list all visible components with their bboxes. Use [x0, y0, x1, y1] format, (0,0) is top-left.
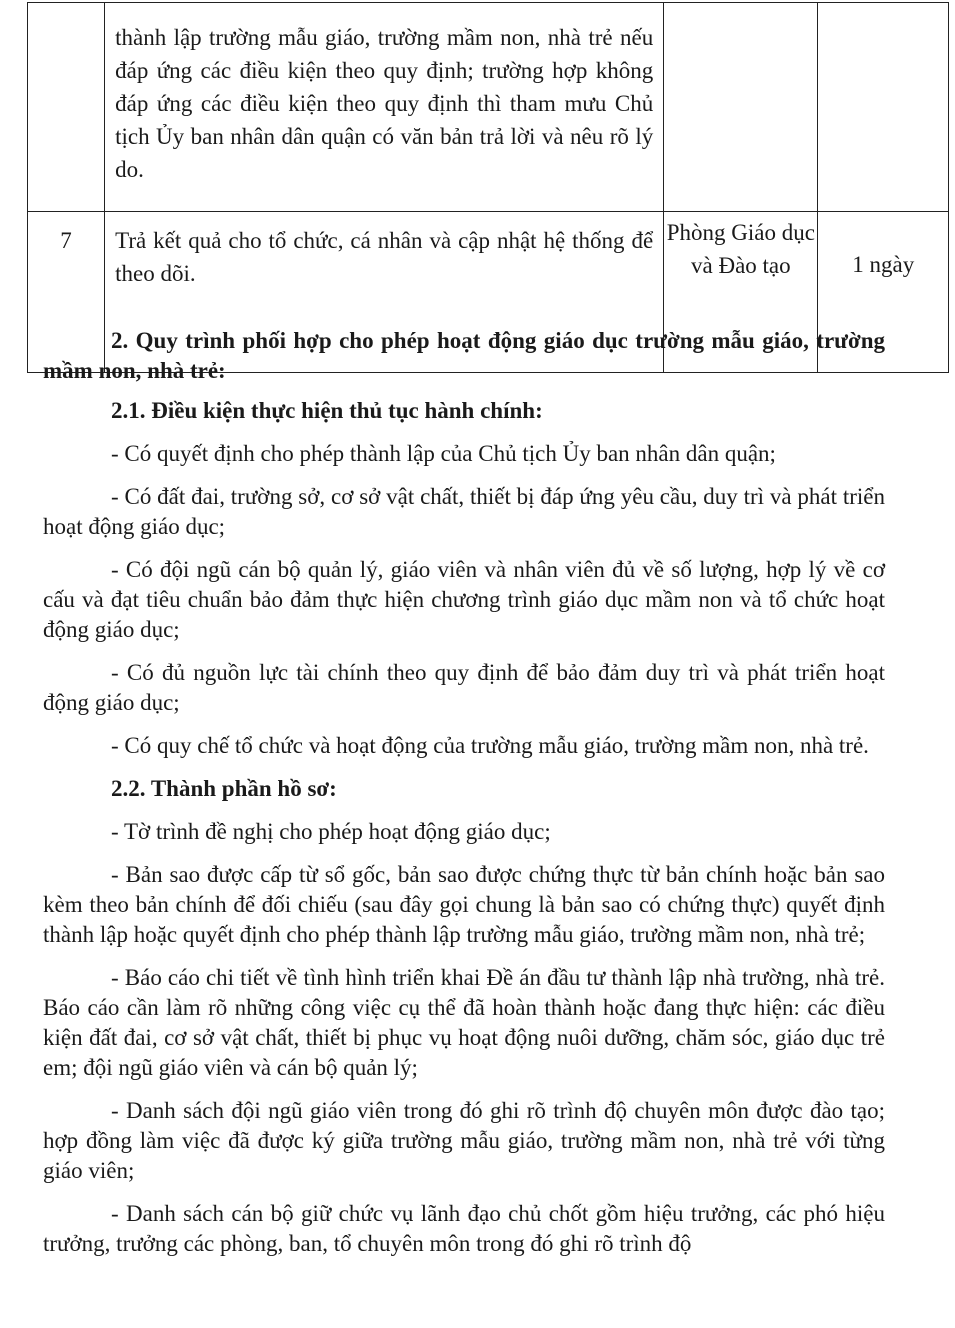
condition-item: - Có đất đai, trường sở, cơ sở vật chất, thiết bị đáp ứng yêu cầu, duy trì và phát triển hoạt động giáo dục; — [43, 484, 885, 539]
dossier-item: - Danh sách đội ngũ giáo viên trong đó ghi rõ trình độ chuyên môn được đào tạo; hợp đồng làm việc đã được ký giữa trường mẫu giáo, trường mầm non, nhà trẻ với từng giáo viên; — [43, 1098, 885, 1183]
subsection-heading: 2.2. Thành phần hồ sơ: — [111, 776, 337, 801]
step-description-cell: thành lập trường mẫu giáo, trường mầm non, nhà trẻ nếu đáp ứng các điều kiện theo quy định; trường hợp không đáp ứng các điều kiện theo quy định thì tham mưu Chủ tịch Ủy ban nhân dân quận có văn bản trả lời và nêu rõ lý do. — [105, 3, 664, 212]
dossier-item: - Danh sách cán bộ giữ chức vụ lãnh đạo chủ chốt gồm hiệu trưởng, các phó hiệu trưởng, trưởng các phòng, ban, tổ chuyên môn trong đó ghi rõ trình độ — [43, 1201, 885, 1256]
subsection-heading: 2.1. Điều kiện thực hiện thủ tục hành chính: — [111, 398, 543, 423]
dossier-item: - Tờ trình đề nghị cho phép hoạt động giáo dục; — [111, 819, 551, 844]
duration-cell — [818, 3, 949, 212]
condition-item: - Có quy chế tổ chức và hoạt động của trường mẫu giáo, trường mầm non, nhà trẻ. — [111, 733, 869, 758]
document-body — [43, 326, 885, 1272]
step-number-cell: 7 — [28, 212, 105, 373]
condition-item: - Có đội ngũ cán bộ quản lý, giáo viên và nhân viên đủ về số lượng, hợp lý về cơ cấu và đạt tiêu chuẩn bảo đảm thực hiện chương trình giáo dục mầm non và tổ chức hoạt động giáo dục; — [43, 557, 885, 642]
condition-item: - Có quyết định cho phép thành lập của Chủ tịch Ủy ban nhân dân quận; — [111, 441, 776, 466]
condition-item: - Có đủ nguồn lực tài chính theo quy định để bảo đảm duy trì và phát triển hoạt động giáo dục; — [43, 660, 885, 715]
responsible-unit-cell: Phòng Giáo dục và Đào tạo — [664, 212, 818, 373]
table-row — [28, 3, 949, 212]
duration-cell: 1 ngày — [818, 212, 949, 373]
step-description-cell: Trả kết quả cho tổ chức, cá nhân và cập nhật hệ thống để theo dõi. — [105, 212, 664, 373]
responsible-unit-cell — [664, 3, 818, 212]
step-number-cell — [28, 3, 105, 212]
procedure-table — [27, 2, 949, 373]
dossier-item: - Báo cáo chi tiết về tình hình triển khai Đề án đầu tư thành lập nhà trường, nhà trẻ. Báo cáo cần làm rõ những công việc cụ thể đã hoàn thành hoặc đang thực hiện: các điều kiện đất đai, cơ sở vật chất, thiết bị phục vụ hoạt động nuôi dưỡng, chăm sóc, giáo dục trẻ em; đội ngũ giáo viên và cán bộ quản lý; — [43, 965, 885, 1080]
dossier-item: - Bản sao được cấp từ sổ gốc, bản sao được chứng thực từ bản chính hoặc bản sao kèm theo bản chính để đối chiếu (sau đây gọi chung là bản sao có chứng thực) quyết định thành lập hoặc quyết định cho phép thành lập trường mẫu giáo, trường mầm non, nhà trẻ; — [43, 862, 885, 947]
section-heading: 2. Quy trình phối hợp cho phép hoạt động giáo dục trường mẫu giáo, trường mầm non, nhà trẻ: — [43, 328, 885, 383]
